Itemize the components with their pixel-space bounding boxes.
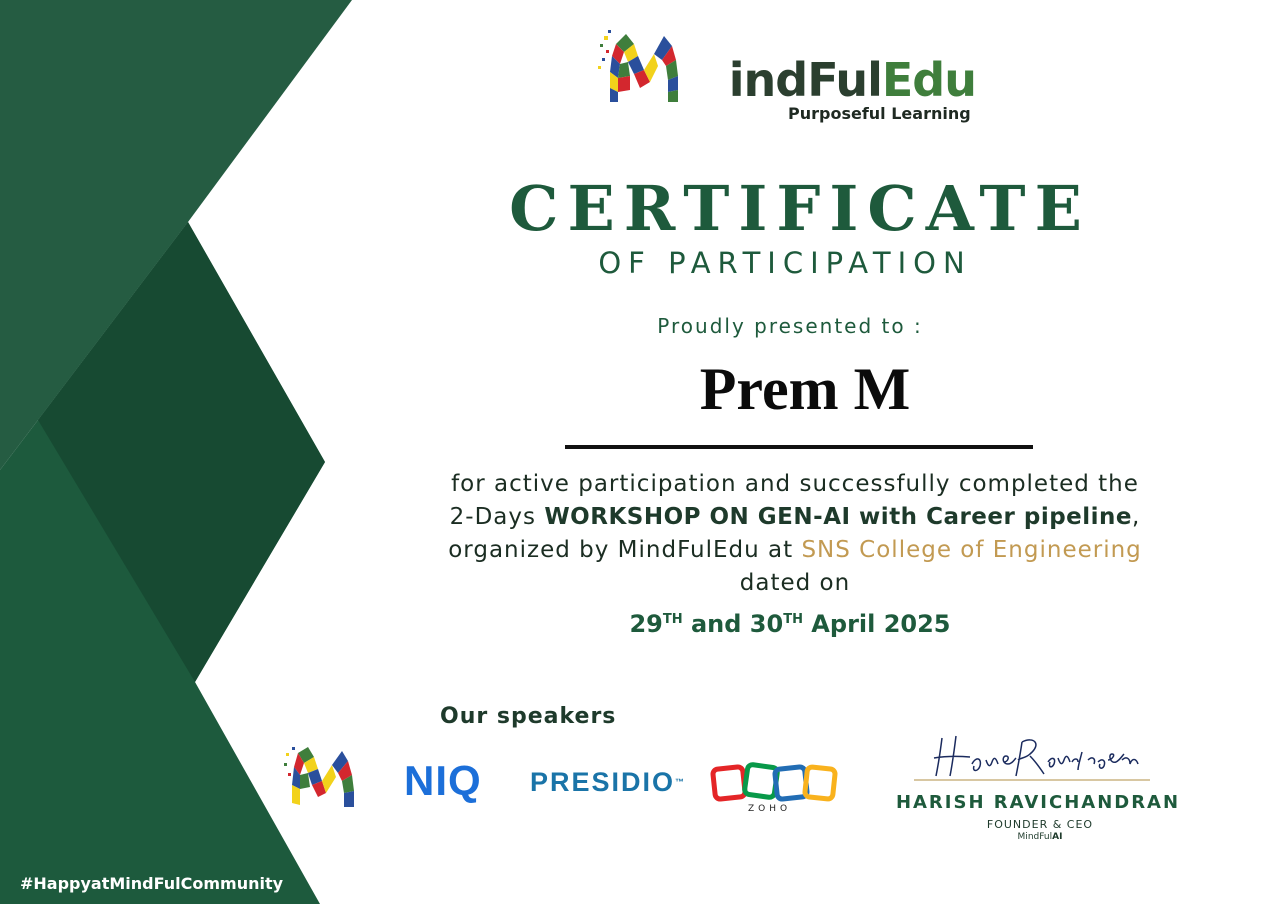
brand-wordmark [684, 54, 976, 106]
zoho-text: ZOHO [748, 804, 792, 814]
date-sup1: TH [662, 612, 683, 627]
presented-to-label: Proudly presented to : [657, 314, 923, 338]
speakers-title: Our speakers [440, 704, 617, 729]
body-line-2-prefix: 2-Days [449, 504, 545, 530]
body-line-2 [380, 501, 1210, 534]
body-line-3-prefix: organized by MindFulEdu at [448, 537, 802, 563]
body-line-3 [380, 534, 1210, 567]
signature-image [912, 726, 1152, 786]
college-name: SNS College of Engineering [801, 537, 1142, 563]
brand-word-edu: Edu [881, 53, 976, 107]
presidio-trademark: ™ [675, 777, 685, 787]
brand-word-mindful: indFul [728, 53, 882, 107]
date-rest: April 2025 [802, 610, 951, 638]
presidio-logo [530, 766, 684, 798]
niq-logo: NIQ [404, 757, 482, 804]
brand-tagline: Purposeful Learning [788, 104, 971, 123]
signer-org [940, 832, 1140, 842]
name-underline [565, 445, 1033, 449]
signer-org-part1: MindFul [1017, 832, 1053, 842]
brand-mosaic-m-icon [594, 26, 694, 106]
certificate-subtitle: OF PARTICIPATION [598, 246, 972, 280]
community-hashtag: #HappyatMindFulCommunity [20, 874, 284, 893]
brand-logo [594, 26, 994, 126]
workshop-name: WORKSHOP ON GEN-AI with Career pipeline [544, 504, 1133, 530]
signer-name: HARISH RAVICHANDRAN [895, 792, 1181, 813]
signature-line [914, 779, 1150, 781]
recipient-name: Prem M [699, 356, 911, 422]
date-sup2: TH [783, 612, 803, 627]
certificate-body [380, 468, 1210, 600]
mindfuledu-m-logo-icon [282, 745, 362, 811]
signer-org-part2: AI [1052, 832, 1063, 842]
certificate-title: CERTIFICATE [509, 172, 1091, 245]
presidio-text: PRESIDIO [530, 767, 676, 797]
date-and: and 30 [682, 610, 784, 638]
body-line-1: for active participation and successfully completed the [451, 471, 1139, 497]
signer-role: FOUNDER & CEO [986, 818, 1094, 831]
event-dates [540, 610, 1040, 638]
body-line-2-suffix: , [1132, 504, 1141, 530]
date-day1: 29 [629, 610, 663, 638]
body-line-4: dated on [739, 570, 851, 596]
